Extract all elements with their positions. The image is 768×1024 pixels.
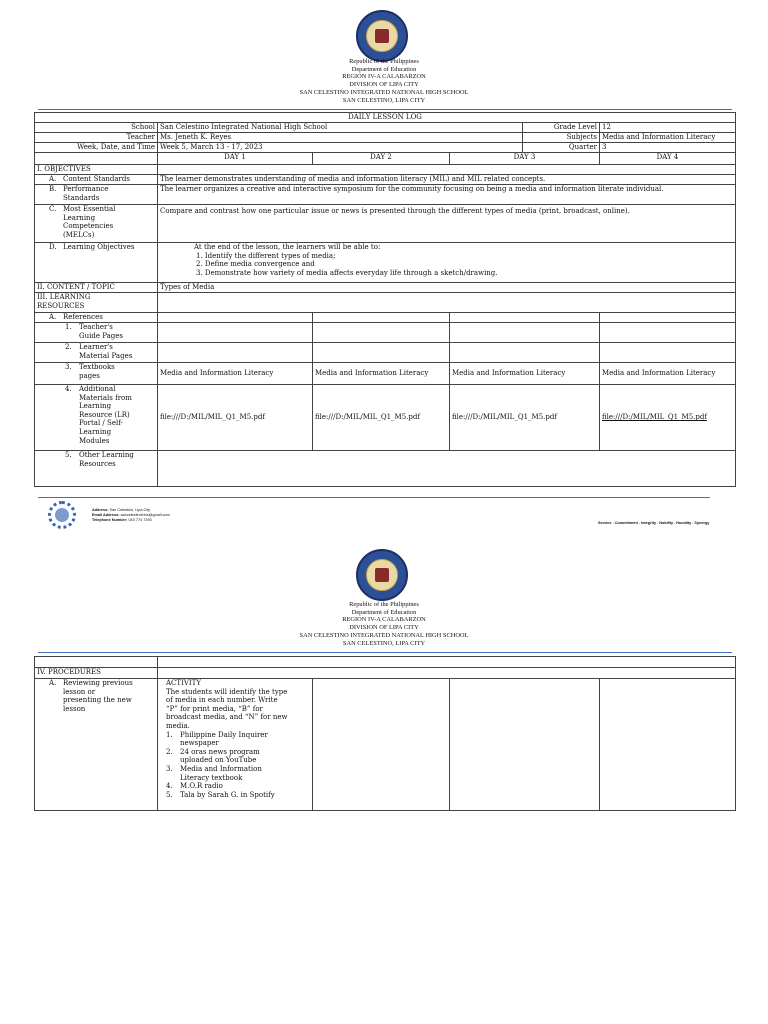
letterhead-line: SAN CELESTINO INTEGRATED NATIONAL HIGH SCHOOL	[299, 631, 469, 639]
letterhead-line: SAN CELESTINO, LIPA CITY	[342, 639, 426, 647]
teacher-label: Teacher	[35, 133, 158, 143]
activity-line: of media in each number. Write	[166, 696, 278, 705]
subject-value: Media and Information Literacy	[600, 133, 736, 143]
label-text: Materials from	[79, 393, 132, 402]
learning-objectives-label	[35, 243, 158, 283]
empty-cell	[450, 679, 600, 811]
deped-seal-logo	[356, 10, 408, 62]
objective-item: 3. Demonstrate how variety of media affects everyday life through a sketch/drawing.	[196, 268, 498, 277]
address-label: Address:	[92, 508, 109, 512]
item-text: Literacy textbook	[180, 773, 243, 782]
item-letter: A.	[49, 175, 57, 183]
day-header: DAY 1	[158, 153, 313, 165]
activity-item	[166, 791, 310, 800]
label-text: Most Essential	[63, 205, 116, 213]
label-text: Learning	[79, 402, 112, 411]
activity-line: media.	[166, 721, 190, 730]
learners-material-label	[35, 343, 158, 363]
header-divider	[38, 652, 732, 653]
activity-item	[166, 748, 310, 765]
empty-cell	[450, 323, 600, 343]
label-text: (MELCs)	[63, 230, 95, 239]
item-number: 5.	[166, 790, 173, 799]
item-number: 1.	[166, 730, 173, 739]
empty-cell	[450, 313, 600, 323]
item-number: 3.	[166, 764, 173, 773]
item-letter: D.	[49, 243, 57, 251]
seal-emblem-icon	[366, 20, 398, 52]
performance-standards-value: The learner organizes a creative and interactive symposium for the community focusing on being a media and information literate individual.	[158, 185, 736, 205]
grade-label: Grade Level	[523, 123, 600, 133]
reviewing-lesson-label	[35, 679, 158, 811]
empty-cell	[600, 313, 736, 323]
label-text: Material Pages	[79, 351, 133, 360]
label-text: Reviewing previous	[63, 679, 133, 687]
letterhead-line: Department of Education	[351, 65, 417, 73]
performance-standards-label	[35, 185, 158, 205]
letterhead-line: Republic of the Philippines	[349, 58, 419, 65]
label-text: Modules	[79, 436, 110, 445]
item-number: 5.	[65, 451, 72, 459]
content-standards-label	[35, 175, 158, 185]
label-text: Resources	[79, 459, 116, 468]
label-text: presenting the new	[63, 696, 132, 705]
week-label: Week, Date, and Time	[35, 143, 158, 153]
deped-seal-logo	[356, 549, 408, 601]
empty-cell	[35, 657, 158, 668]
item-number: 3.	[65, 363, 72, 371]
empty-cell	[158, 293, 736, 313]
objectives-heading: I. OBJECTIVES	[35, 165, 158, 175]
item-text: Media and Information	[180, 764, 262, 773]
procedures-table	[34, 656, 736, 811]
objective-item: 1. Identify the different types of media;	[196, 251, 336, 260]
textbook-day3: Media and Information Literacy	[450, 363, 600, 385]
label-text: Resource (LR)	[79, 410, 130, 419]
item-text: uploaded on YouTube	[180, 756, 257, 765]
quarter-label: Quarter	[523, 143, 600, 153]
empty-cell	[158, 165, 736, 175]
label-text: Standards	[63, 193, 100, 202]
activity-line: The students will identify the type	[166, 687, 288, 696]
item-letter: A.	[49, 679, 57, 687]
empty-cell	[158, 323, 313, 343]
item-number: 4.	[166, 782, 173, 791]
textbook-day1: Media and Information Literacy	[158, 363, 313, 385]
label-text: Learning	[63, 213, 96, 222]
activity-cell	[158, 679, 313, 811]
item-text: newspaper	[180, 739, 219, 748]
footer-divider	[38, 497, 710, 498]
letterhead-line: DIVISION OF LIPA CITY	[349, 624, 419, 632]
label-text: Textbooks	[79, 363, 115, 371]
label-text: Content Standards	[63, 175, 130, 183]
textbook-day2: Media and Information Literacy	[313, 363, 450, 385]
item-letter: C.	[49, 205, 57, 213]
activity-line: “P” for print media, “B” for	[166, 704, 263, 713]
empty-cell	[158, 657, 736, 668]
learning-objectives-value	[158, 243, 736, 283]
empty-cell	[313, 343, 450, 363]
label-text: Teacher's	[79, 323, 113, 331]
header-divider	[38, 109, 732, 110]
label-text: Performance	[63, 185, 109, 193]
empty-cell	[600, 323, 736, 343]
day-header: DAY 4	[600, 153, 736, 165]
letterhead	[0, 601, 768, 647]
school-motto: Service . Commitment . Integrity . Nobility . Humility . Synergy	[598, 521, 710, 525]
address-value: San Celestino, Lipa City	[109, 508, 151, 512]
melc-value: Compare and contrast how one particular issue or news is presented through the different types of media (print, broadcast, online).	[158, 205, 736, 243]
content-standards-value: The learner demonstrates understanding of media and information literacy (MIL) and MIL related concepts.	[158, 175, 736, 185]
subject-label: Subjects	[523, 133, 600, 143]
label-text: pages	[79, 371, 100, 380]
activity-item	[166, 765, 310, 782]
melc-label	[35, 205, 158, 243]
empty-cell	[600, 343, 736, 363]
school-value: San Celestino Integrated National High School	[158, 123, 523, 133]
label-text: lesson or	[63, 687, 96, 696]
label-text: Competencies	[63, 222, 114, 231]
label-text: Guide Pages	[79, 331, 123, 340]
item-number: 2.	[166, 747, 173, 756]
item-text: Tala by Sarah G. in Spotify	[180, 790, 275, 799]
item-text: 24 oras news program	[180, 747, 260, 756]
procedures-heading: IV. PROCEDURES	[35, 668, 158, 679]
empty-cell	[158, 451, 736, 487]
objectives-intro: At the end of the lesson, the learners will be able to:	[194, 243, 381, 251]
letterhead-line: Republic of the Philippines	[349, 601, 419, 608]
item-letter: B.	[49, 185, 57, 193]
learning-resources-heading	[35, 293, 158, 313]
lr-portal-label	[35, 385, 158, 451]
label-text: III. LEARNING	[37, 293, 91, 301]
label-text: Learning Objectives	[63, 243, 135, 251]
empty-cell	[313, 313, 450, 323]
letterhead-line: REGION IV-A CALABARZON	[342, 616, 426, 624]
empty-cell	[450, 343, 600, 363]
lr-link-day3[interactable]: file:///D:/MIL/MIL_Q1_M5.pdf	[450, 385, 600, 451]
activity-item	[166, 731, 310, 748]
letterhead-line: Department of Education	[351, 608, 417, 616]
lr-link-day1[interactable]: file:///D:/MIL/MIL_Q1_M5.pdf	[158, 385, 313, 451]
item-number: 2.	[65, 343, 72, 351]
item-number: 4.	[65, 385, 72, 393]
school-logo	[48, 501, 76, 529]
references-label	[35, 313, 158, 323]
letterhead-line: SAN CELESTINO, LIPA CITY	[342, 96, 426, 104]
school-label: School	[35, 123, 158, 133]
label-text: Learning	[79, 427, 112, 436]
day-header: DAY 3	[450, 153, 600, 165]
content-topic-value: Types of Media	[158, 283, 736, 293]
dll-title: DAILY LESSON LOG	[35, 113, 736, 123]
label-text: lesson	[63, 704, 86, 713]
empty-cell	[158, 313, 313, 323]
letterhead-line: SAN CELESTINO INTEGRATED NATIONAL HIGH SCHOOL	[299, 88, 469, 96]
label-text: References	[63, 313, 103, 321]
item-text: M.O.R radio	[180, 782, 223, 791]
footer-contact	[92, 508, 170, 523]
email-label: Email Address:	[92, 513, 120, 517]
letterhead-line: DIVISION OF LIPA CITY	[349, 81, 419, 89]
label-text: Learner's	[79, 343, 113, 351]
label-text: Other Learning	[79, 451, 134, 459]
empty-cell	[158, 343, 313, 363]
daily-lesson-log-table	[34, 112, 736, 487]
grade-value: 12	[600, 123, 736, 133]
empty-cell	[313, 679, 450, 811]
teacher-value: Ms. Jeneth K. Reyes	[158, 133, 523, 143]
label-text: Additional	[79, 385, 116, 393]
label-text: Portal / Self-	[79, 419, 123, 428]
textbook-pages-label	[35, 363, 158, 385]
empty-cell	[313, 323, 450, 343]
activity-item	[166, 782, 310, 791]
item-text: Philippine Daily Inquirer	[180, 730, 268, 739]
item-letter: A.	[49, 313, 57, 321]
empty-cell	[35, 153, 158, 165]
empty-cell	[600, 679, 736, 811]
email-value: sancelestinoinhs@gmail.com	[120, 513, 170, 517]
teachers-guide-label	[35, 323, 158, 343]
day-header: DAY 2	[313, 153, 450, 165]
activity-line: ACTIVITY	[166, 679, 201, 687]
label-text: RESOURCES	[37, 301, 85, 310]
item-number: 1.	[65, 323, 72, 331]
other-resources-label	[35, 451, 158, 487]
textbook-day4: Media and Information Literacy	[600, 363, 736, 385]
lr-link-day2[interactable]: file:///D:/MIL/MIL_Q1_M5.pdf	[313, 385, 450, 451]
content-topic-label: II. CONTENT / TOPIC	[35, 283, 158, 293]
school-logo-icon	[55, 508, 69, 522]
objective-item: 2. Define media convergence and	[196, 260, 315, 269]
lr-link-day4[interactable]: file:///D:/MIL/MIL_Q1_M5.pdf	[600, 385, 736, 451]
activity-line: broadcast media, and “N” for new	[166, 713, 288, 722]
letterhead	[0, 58, 768, 104]
seal-emblem-icon	[366, 559, 398, 591]
phone-value: 043 774 7393	[128, 518, 152, 522]
empty-cell	[158, 668, 736, 679]
quarter-value: 3	[600, 143, 736, 153]
letterhead-line: REGION IV-A CALABARZON	[342, 73, 426, 81]
week-value: Week 5, March 13 - 17, 2023	[158, 143, 523, 153]
phone-label: Telephone Number:	[92, 518, 128, 522]
